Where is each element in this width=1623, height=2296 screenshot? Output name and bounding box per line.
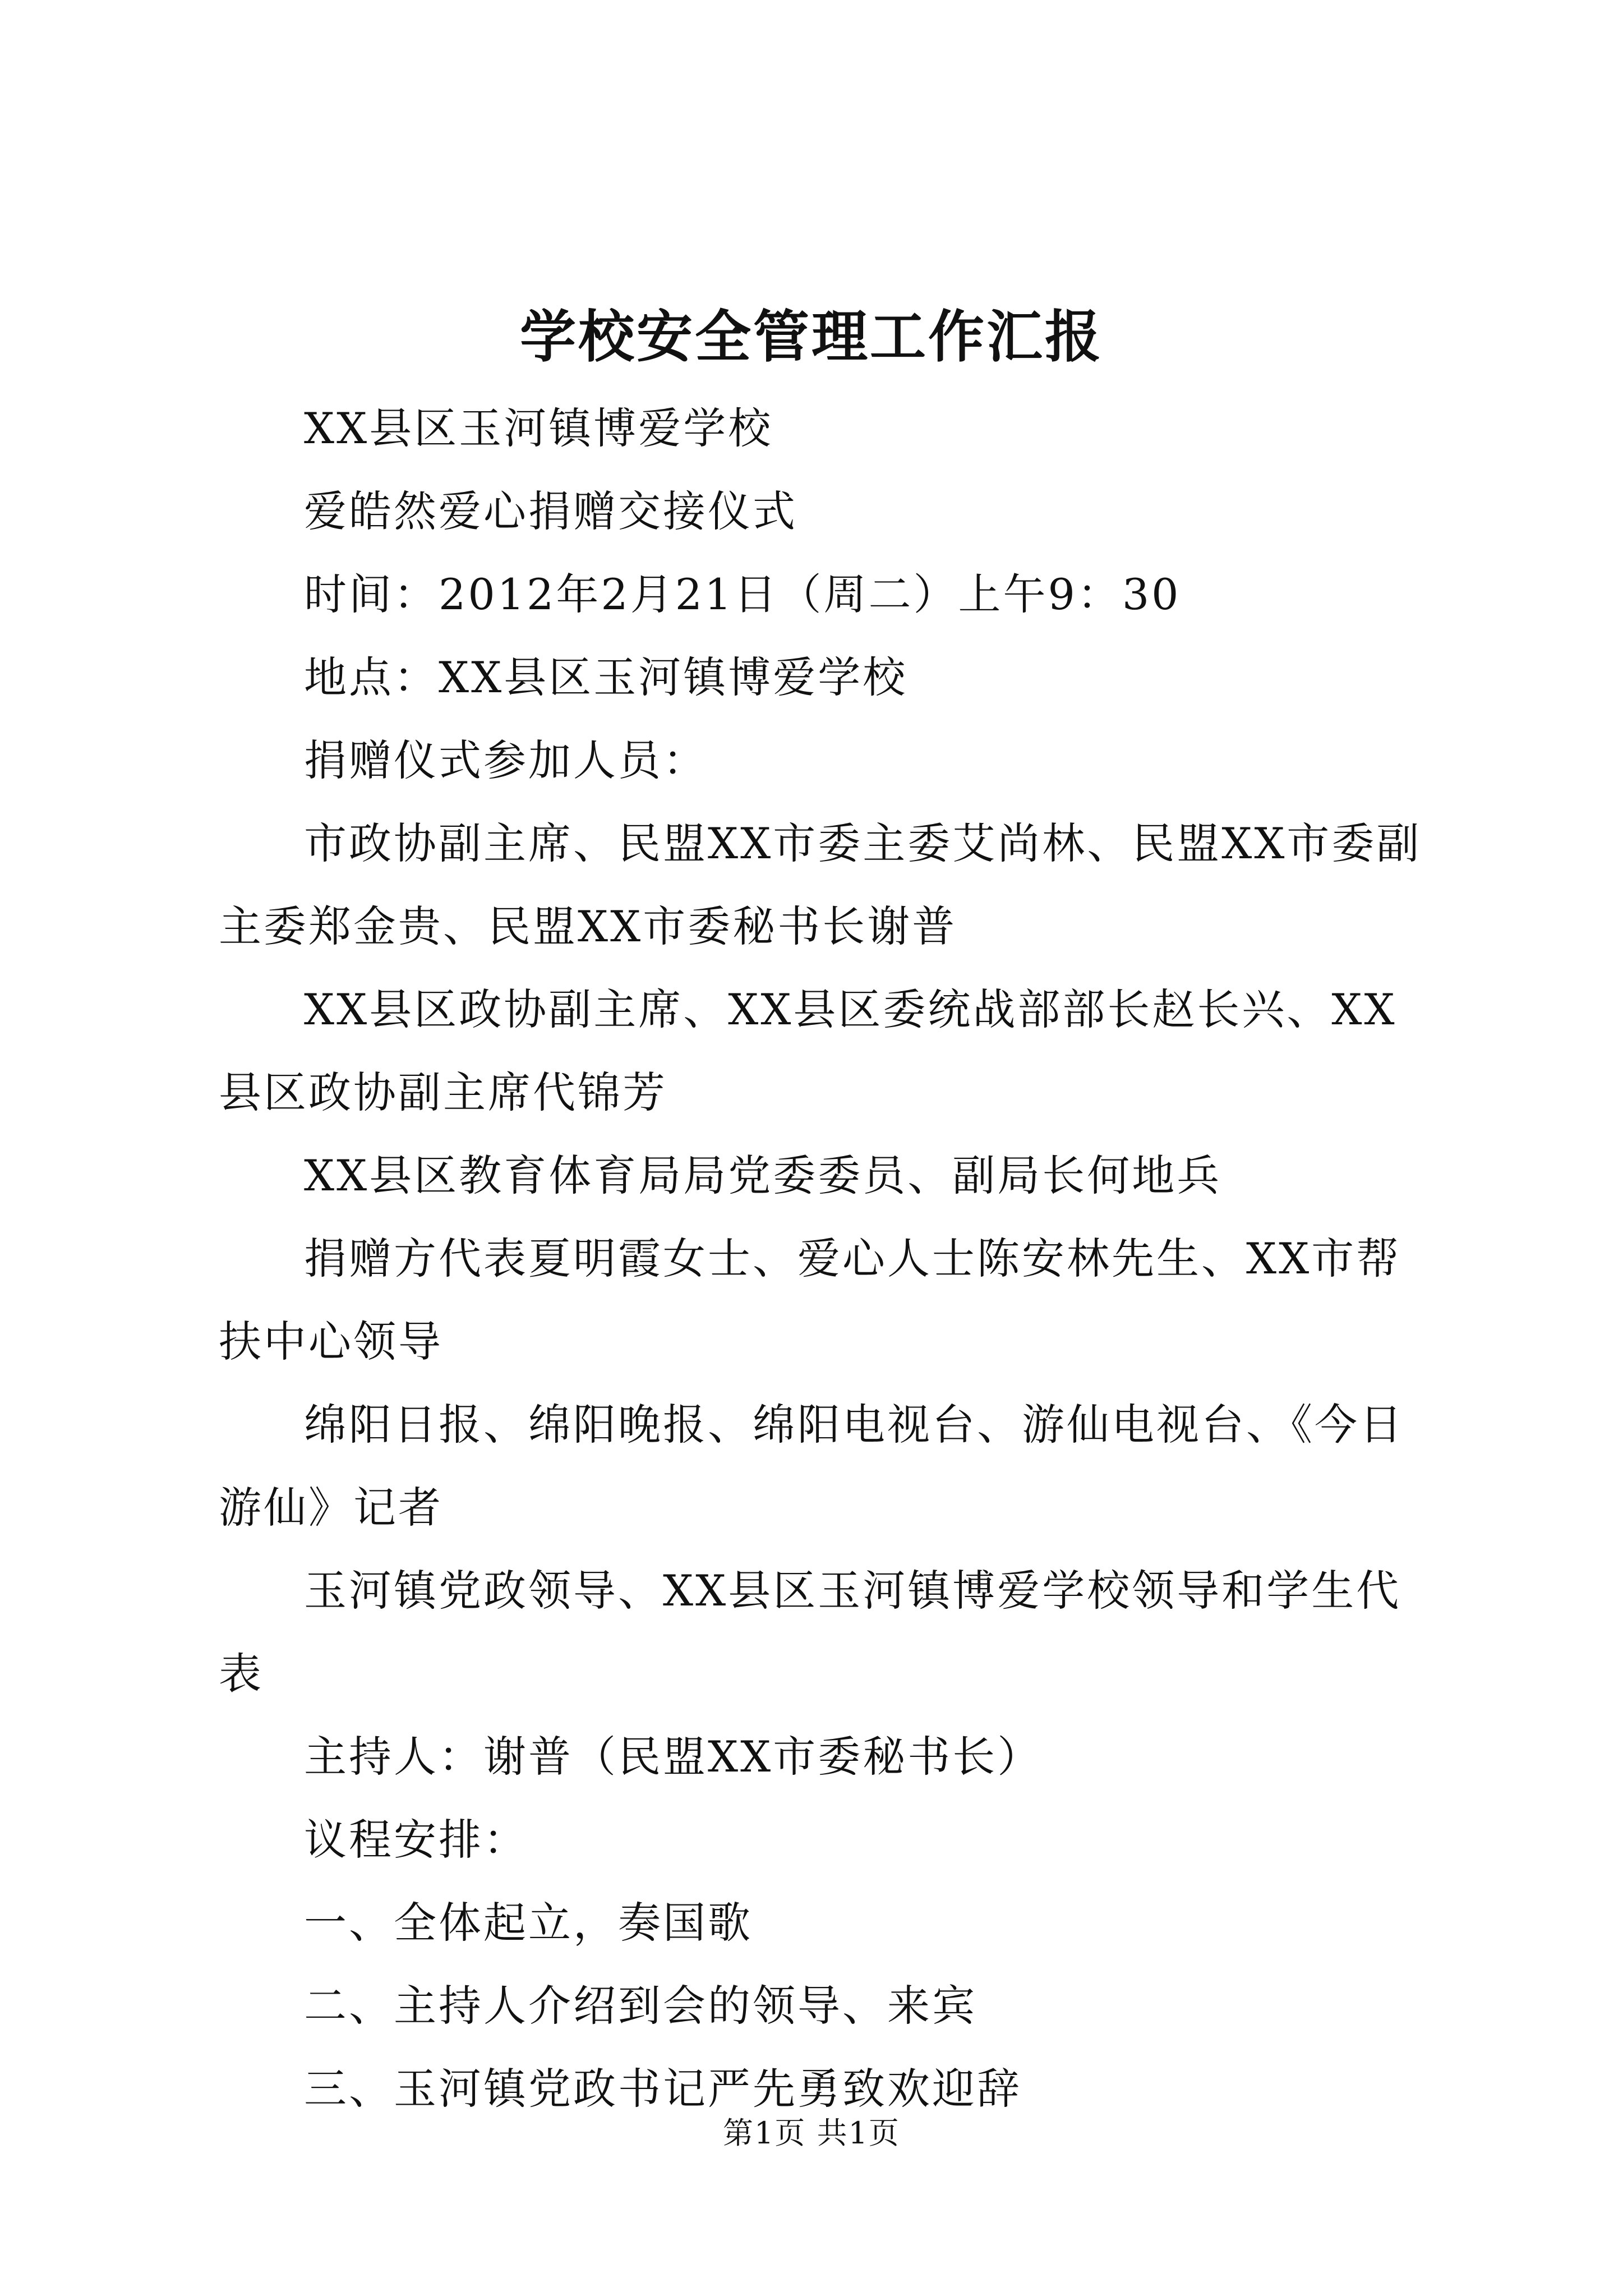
paragraph-attendees-city: 市政协副主席、民盟XX市委主委艾尚林、民盟XX市委副主委郑金贵、民盟XX市委秘书长谢普 — [219, 818, 1422, 951]
paragraph-attendees-press: 绵阳日报、绵阳晚报、绵阳电视台、游仙电视台、《今日游仙》记者 — [219, 1400, 1404, 1533]
paragraph-ceremony: 爱皓然爱心捐赠交接仪式 — [304, 486, 797, 536]
paragraph-attendees-donors: 捐赠方代表夏明霞女士、爱心人士陈安林先生、XX市帮扶中心领导 — [219, 1234, 1401, 1366]
document-body — [219, 387, 1430, 2131]
paragraph-attendees-town: 玉河镇党政领导、XX县区玉河镇博爱学校领导和学生代表 — [219, 1566, 1401, 1699]
page-footer: 第1页 共1页 — [723, 2115, 900, 2151]
document-title: 学校安全管理工作汇报 — [520, 303, 1103, 370]
paragraph-agenda-item-3: 三、玉河镇党政书记严先勇致欢迎辞 — [304, 2064, 1022, 2114]
paragraph-attendees-county: XX县区政协副主席、XX县区委统战部部长赵长兴、XX县区政协副主席代锦芳 — [219, 984, 1397, 1117]
paragraph-attendees-heading: 捐赠仪式参加人员： — [304, 735, 708, 785]
paragraph-agenda-heading: 议程安排： — [304, 1815, 528, 1865]
paragraph-location: 地点：XX县区玉河镇博爱学校 — [304, 652, 908, 702]
paragraph-host: 主持人：谢普（民盟XX市委秘书长） — [304, 1732, 1043, 1782]
paragraph-agenda-item-1: 一、全体起立，奏国歌 — [304, 1898, 753, 1948]
paragraph-agenda-item-2: 二、主持人介绍到会的领导、来宾 — [304, 1981, 977, 2031]
paragraph-time: 时间：2012年2月21日（周二）上午9：30 — [304, 569, 1181, 619]
paragraph-school: XX县区玉河镇博爱学校 — [304, 403, 773, 453]
paragraph-attendees-education: XX县区教育体育局局党委委员、副局长何地兵 — [304, 1151, 1222, 1200]
